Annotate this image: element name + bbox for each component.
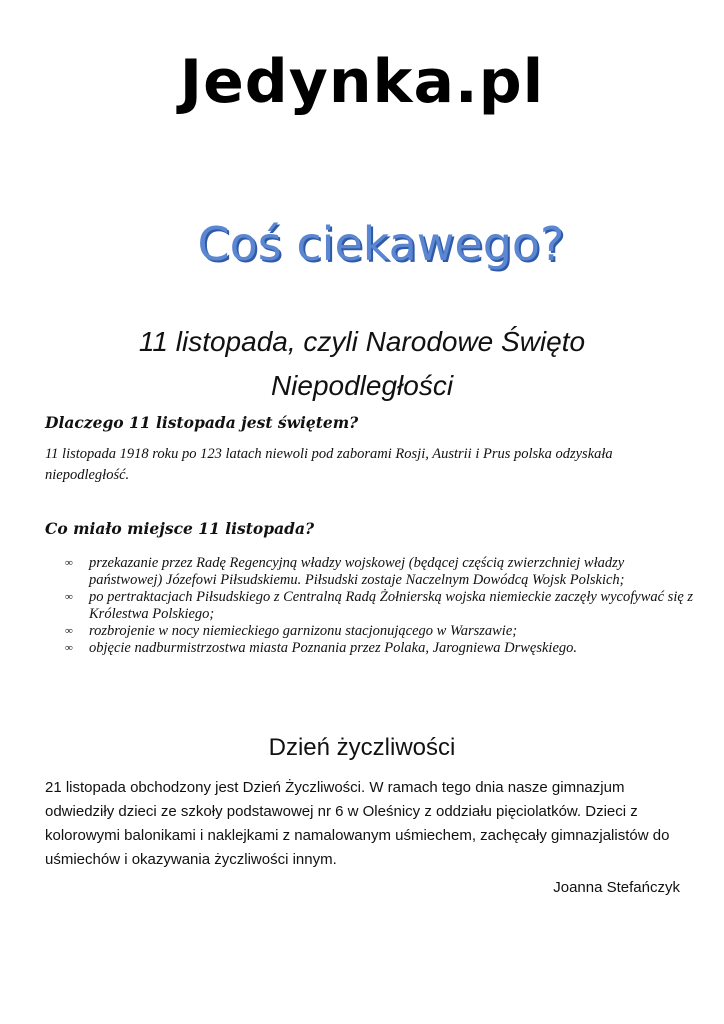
masthead-logo: Jedynka.pl bbox=[179, 47, 545, 117]
list-item bbox=[65, 640, 695, 657]
kindness-day-paragraph: 21 listopada obchodzony jest Dzień Życzliwości. W ramach tego dnia nasze gimnazjum odwiedziły dzieci ze szkoły podstawowej nr 6 w Oleśnicy z oddziału pięciolatków. Dzieci z kolorowymi balonikami i naklejkami z namalowanym uśmiechem, zachęcały gimnazjalistów do uśmiechów i okazywania życzliwości innym. bbox=[45, 779, 670, 868]
why-paragraph: 11 listopada 1918 roku po 123 latach niewoli pod zaborami Rosji, Austrii i Prus polska odzyskała niepodległość. bbox=[45, 446, 613, 483]
why-heading: Dlaczego 11 listopada jest świętem? bbox=[45, 413, 359, 432]
list-item bbox=[65, 623, 695, 640]
article-title-line-1: 11 listopada, czyli Narodowe Święto bbox=[138, 326, 586, 357]
article-title bbox=[0, 320, 724, 408]
infinity-bullet-icon: ∞ bbox=[65, 557, 73, 569]
list-item bbox=[65, 589, 695, 623]
list-item bbox=[65, 555, 695, 589]
infinity-bullet-icon: ∞ bbox=[65, 625, 73, 637]
list-item-text: po pertraktacjach Piłsudskiego z Centralną Radą Żołnierską wojska niemieckie zaczęły wycofywać się z Królestwa Polskiego; bbox=[89, 589, 694, 622]
article-title-line-2: Niepodległości bbox=[270, 370, 454, 401]
infinity-bullet-icon: ∞ bbox=[65, 591, 73, 603]
events-list bbox=[65, 555, 695, 657]
column-headline: Coś ciekawego? bbox=[197, 217, 565, 271]
list-item-text: objęcie nadburmistrzostwa miasta Poznania przez Polaka, Jarogniewa Drwęskiego. bbox=[89, 640, 578, 656]
infinity-bullet-icon: ∞ bbox=[65, 642, 73, 654]
author-signature: Joanna Stefańczyk bbox=[553, 879, 680, 896]
list-item-text: rozbrojenie w nocy niemieckiego garnizonu stacjonującego w Warszawie; bbox=[89, 623, 518, 639]
what-heading: Co miało miejsce 11 listopada? bbox=[45, 519, 315, 538]
list-item-text: przekazanie przez Radę Regencyjną władzy wojskowej (będącej częścią zwierzchniej władzy państwowej) Józefowi Piłsudskiemu. Piłsudski zostaje Naczelnym Dowódcą Wojsk Polskich; bbox=[89, 555, 625, 588]
kindness-day-heading: Dzień życzliwości bbox=[268, 734, 456, 761]
